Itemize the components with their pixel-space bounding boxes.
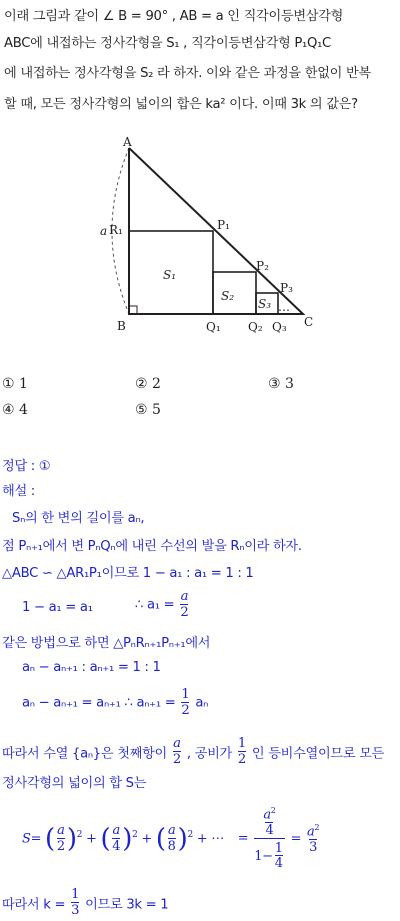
label-dots: …: [278, 300, 290, 314]
solution-line-10b: 이므로 3k = 1: [85, 897, 169, 913]
label-r1: R₁: [109, 223, 123, 237]
solution-line-4: [135, 590, 190, 620]
solution-line-4b: ∴ a₁ =: [135, 597, 175, 613]
label-p1: P₁: [217, 218, 230, 232]
solution-line-4a: 1 − a₁ = a₁: [22, 600, 93, 615]
solution-line-10: [2, 888, 168, 918]
label-c-vertex: C: [304, 315, 314, 329]
label-s3: S₃: [258, 297, 272, 311]
problem-line-1: 이래 그림과 같이 ∠ B = 90° , AB = a 인 직각이등변삼각형: [4, 9, 344, 24]
solution-line-8: [2, 737, 384, 767]
sum-formula: S= ( $\frac{a}{2}$ )$^2$ + ( $\frac{a}{4}$ )$^2$ + ( $\frac{a}{8}$ )$^2$ + ⋯ = $\frac{a^2}{4}$ 1− $\frac{1}{4}$ = $\frac{a^2}{3}$: [22, 806, 320, 872]
label-side-a: a: [100, 224, 108, 238]
problem-line-3: 에 내접하는 정사각형을 S₂ 라 하자. 이와 같은 과정을 한없이 반복: [4, 66, 371, 81]
solution-header: 해설 :: [2, 484, 35, 499]
choice-4: ④ 4: [2, 402, 28, 418]
choice-2: ② 2: [135, 376, 161, 392]
label-q2: Q₂: [248, 320, 263, 334]
frac-1-over-2: $\frac{1}{2}$: [181, 687, 190, 718]
square-s2: [213, 272, 256, 314]
frac-a-over-2: $\frac{a}{2}$: [180, 589, 189, 620]
solution-line-10a: 따라서 k =: [2, 897, 66, 913]
frac-1-over-3: $\frac{1}{3}$: [71, 887, 80, 918]
solution-line-1: Sₙ의 한 변의 길이를 aₙ,: [12, 511, 145, 526]
solution-line-7a: aₙ − aₙ₊₁ = aₙ₊₁ ∴ aₙ₊₁ =: [22, 695, 176, 711]
label-p3: P₃: [280, 281, 293, 295]
label-b-vertex: B: [117, 319, 126, 333]
solution-line-3: △ABC ∽ △AR₁P₁이므로 1 − a₁ : a₁ = 1 : 1: [2, 566, 254, 581]
problem-line-2: ABC에 내접하는 정사각형을 S₁ , 직각이등변삼각형 P₁Q₁C: [4, 36, 331, 51]
solution-line-7: [22, 688, 208, 718]
choice-5: ⑤ 5: [135, 402, 161, 418]
label-s1: S₁: [163, 268, 177, 282]
triangle-figure: [0, 130, 400, 340]
solution-line-7b: aₙ: [195, 695, 209, 711]
frac-first-term: $\frac{a}{2}$: [172, 736, 181, 767]
solution-line-9: 정사각형의 넓이의 합 S는: [2, 776, 147, 791]
solution-line-8b: , 공비가: [186, 746, 232, 762]
label-q1: Q₁: [206, 320, 221, 334]
choice-3: ③ 3: [268, 376, 294, 392]
label-p2: P₂: [256, 259, 269, 273]
right-angle-mark: [129, 306, 137, 314]
choice-1: ① 1: [2, 376, 28, 392]
frac-ratio: $\frac{1}{2}$: [237, 736, 246, 767]
solution-line-8c: 인 등비수열이므로 모든: [251, 746, 385, 762]
solution-line-2: 점 Pₙ₊₁에서 변 PₙQₙ에 내린 수선의 발을 Rₙ이라 하자.: [2, 539, 302, 554]
label-s2: S₂: [221, 289, 235, 303]
solution-line-5: 같은 방법으로 하면 △PₙRₙ₊₁Pₙ₊₁에서: [2, 636, 211, 651]
solution-line-8a: 따라서 수열 {aₙ}은 첫째항이: [2, 746, 167, 762]
solution-line-6: aₙ − aₙ₊₁ : aₙ₊₁ = 1 : 1: [22, 660, 161, 675]
problem-line-4: 할 때, 모든 정사각형의 넓이의 합은 ka² 이다. 이때 3k 의 값은?: [4, 97, 358, 112]
label-q3: Q₃: [272, 320, 287, 334]
label-a-vertex: A: [123, 135, 132, 149]
answer-line: 정답 : ①: [2, 459, 51, 474]
